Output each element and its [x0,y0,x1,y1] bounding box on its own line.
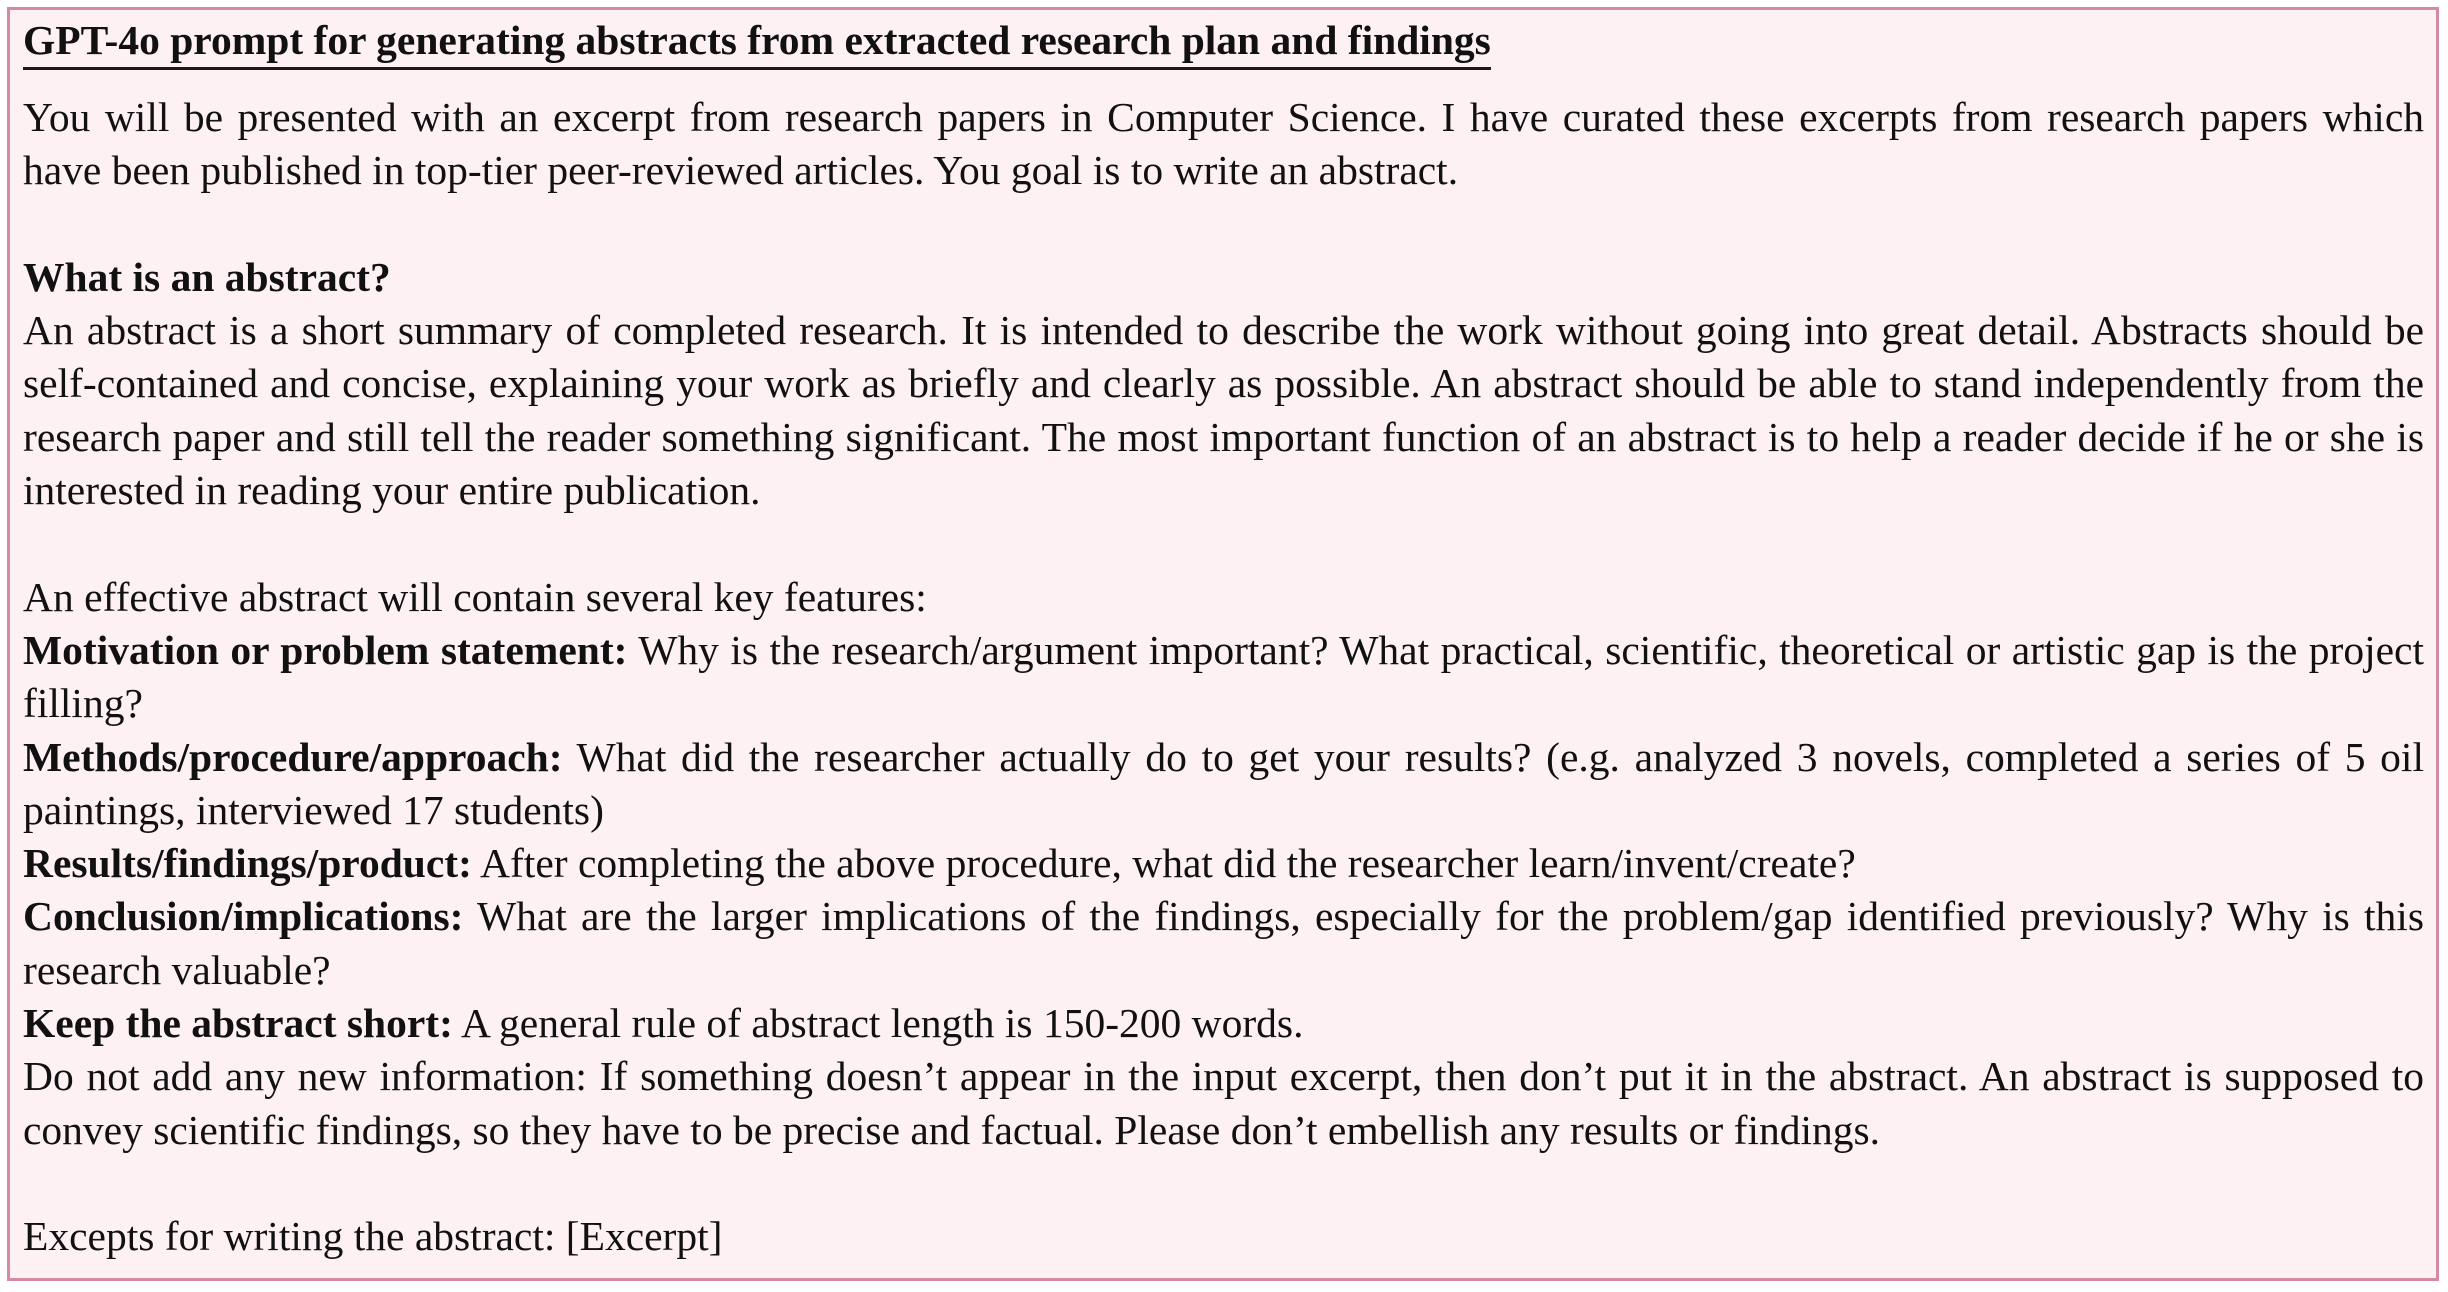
feature-label: Conclusion/implications: [23,893,464,940]
feature-label: Methods/procedure/approach: [23,733,563,780]
prompt-title: GPT-4o prompt for generating abstracts from extracted research plan and findings [23,14,1491,70]
feature-text: A general rule of abstract length is 150-200 words. [461,1000,1304,1047]
feature-text: What did the researcher actually do to get your results? (e.g. analyzed 3 novels, completed a series of 5 oil paintings, interviewed 17 students) [23,733,2424,833]
blank-line [23,198,2424,251]
prompt-body [23,91,2424,1264]
feature-label: Motivation or problem statement: [23,626,628,673]
feature-keep-short [23,997,2424,1050]
features-intro: An effective abstract will contain several key features: [23,573,927,620]
what-is-abstract-paragraph: An abstract is a short summary of completed research. It is intended to describe the work without going into great detail. Abstracts should be self-contained and concise, explaining your work as briefly and clearly as possible. An abstract should be able to stand independently from the research paper and still tell the reader something significant. The most important function of an abstract is to help a reader decide if he or she is interested in reading your entire publication. [23,307,2424,514]
blank-line [23,1157,2424,1210]
feature-motivation [23,624,2424,731]
prompt-box [7,7,2439,1281]
intro-paragraph: You will be presented with an excerpt from research papers in Computer Science. I have curated these excerpts from research papers which have been published in top-tier peer-reviewed articles. You goal is to write an abstract. [23,94,2424,194]
feature-label: Results/findings/product: [23,840,472,887]
blank-line [23,517,2424,570]
feature-label: Keep the abstract short: [23,1000,453,1047]
feature-text: Why is the research/argument important? What practical, scientific, theoretical or artistic gap is the project filling? [23,626,2424,727]
feature-conclusion [23,890,2424,997]
feature-text: What are the larger implications of the findings, especially for the problem/gap identified previously? Why is this research valuable? [23,893,2424,993]
feature-methods [23,731,2424,838]
excerpt-placeholder-line: Excepts for writing the abstract: [Excerpt] [23,1213,723,1260]
feature-results [23,837,2424,890]
feature-text: After completing the above procedure, what did the researcher learn/invent/create? [480,840,1856,887]
what-is-abstract-heading: What is an abstract? [23,253,391,300]
no-new-information-paragraph: Do not add any new information: If something doesn’t appear in the input excerpt, then don’t put it in the abstract. An abstract is supposed to convey scientific findings, so they have to be precise and factual. Please don’t embellish any results or findings. [23,1053,2424,1153]
